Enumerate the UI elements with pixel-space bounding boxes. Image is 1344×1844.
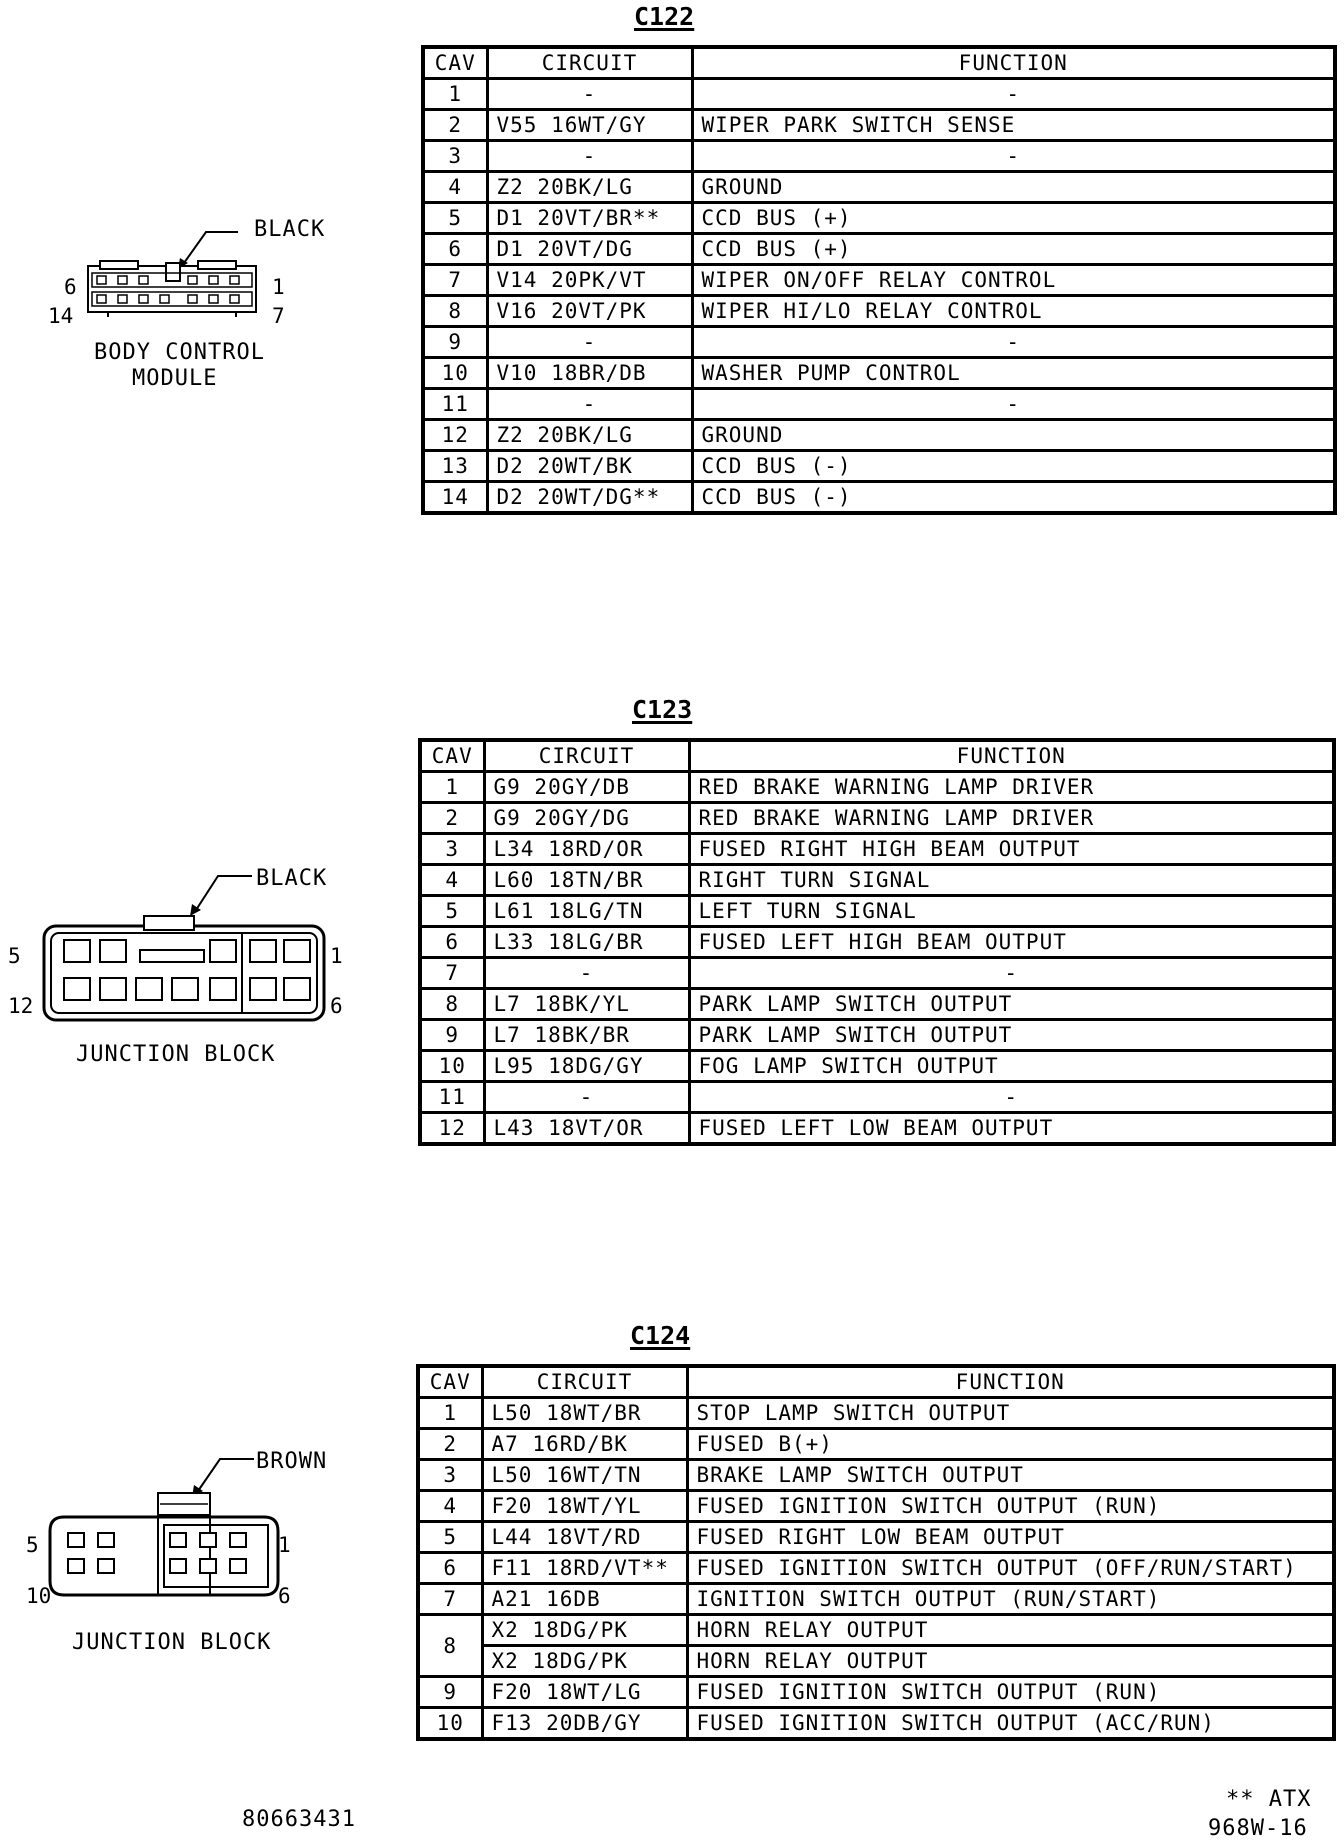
function-cell: LEFT TURN SIGNAL <box>689 896 1334 927</box>
cav-cell: 11 <box>420 1082 484 1113</box>
header-cav: CAV <box>420 740 484 772</box>
function-cell: HORN RELAY OUTPUT <box>687 1615 1334 1646</box>
table-row <box>423 203 1335 234</box>
pin-number-bottom-left: 14 <box>48 304 74 328</box>
circuit-cell: L33 18LG/BR <box>484 927 689 958</box>
circuit-cell: A21 16DB <box>482 1584 687 1615</box>
circuit-cell: - <box>484 1082 689 1113</box>
table-row <box>423 482 1335 514</box>
function-cell: FUSED IGNITION SWITCH OUTPUT (OFF/RUN/START) <box>687 1553 1334 1584</box>
function-cell: GROUND <box>692 420 1335 451</box>
table-header-row <box>420 740 1334 772</box>
function-cell: WASHER PUMP CONTROL <box>692 358 1335 389</box>
header-cav: CAV <box>423 47 487 79</box>
cav-cell: 2 <box>423 110 487 141</box>
function-cell: FUSED IGNITION SWITCH OUTPUT (ACC/RUN) <box>687 1708 1334 1740</box>
function-cell: CCD BUS (+) <box>692 203 1335 234</box>
circuit-cell: D2 20WT/BK <box>487 451 692 482</box>
cav-cell: 7 <box>418 1584 482 1615</box>
cav-cell: 10 <box>420 1051 484 1082</box>
cav-cell: 6 <box>423 234 487 265</box>
table-row <box>418 1522 1334 1553</box>
cav-cell: 5 <box>418 1522 482 1553</box>
header-circuit: CIRCUIT <box>487 47 692 79</box>
table-row <box>423 79 1335 110</box>
pin-number-top-right: 1 <box>272 275 285 299</box>
function-cell: STOP LAMP SWITCH OUTPUT <box>687 1398 1334 1429</box>
cav-cell: 9 <box>423 327 487 358</box>
table-row <box>418 1491 1334 1522</box>
cav-cell: 6 <box>418 1553 482 1584</box>
function-cell: FUSED IGNITION SWITCH OUTPUT (RUN) <box>687 1677 1334 1708</box>
pinout-table <box>418 738 1336 1146</box>
table-row <box>418 1398 1334 1429</box>
circuit-cell: L60 18TN/BR <box>484 865 689 896</box>
cav-cell: 3 <box>423 141 487 172</box>
function-cell: - <box>692 141 1335 172</box>
function-cell: FOG LAMP SWITCH OUTPUT <box>689 1051 1334 1082</box>
component-label: JUNCTION BLOCK <box>76 1042 276 1067</box>
function-cell: RED BRAKE WARNING LAMP DRIVER <box>689 772 1334 803</box>
circuit-cell: G9 20GY/DB <box>484 772 689 803</box>
circuit-cell: V10 18BR/DB <box>487 358 692 389</box>
cav-cell: 7 <box>423 265 487 296</box>
connector-title: C123 <box>632 695 693 724</box>
table-row <box>418 1553 1334 1584</box>
table-row <box>418 1708 1334 1740</box>
circuit-cell: L95 18DG/GY <box>484 1051 689 1082</box>
circuit-cell: - <box>487 389 692 420</box>
table-row <box>418 1460 1334 1491</box>
cav-cell: 8 <box>418 1615 482 1677</box>
table-row <box>423 296 1335 327</box>
table-row <box>420 772 1334 803</box>
circuit-cell: F20 18WT/LG <box>482 1677 687 1708</box>
circuit-cell: Z2 20BK/LG <box>487 172 692 203</box>
pinout-table <box>421 45 1337 515</box>
table-row <box>420 1051 1334 1082</box>
pin-number-top-right: 1 <box>278 1533 291 1557</box>
connector-title: C124 <box>630 1321 691 1350</box>
table-row <box>423 451 1335 482</box>
table-row <box>423 234 1335 265</box>
pin-number-bottom-right: 6 <box>278 1584 291 1608</box>
table-row <box>420 834 1334 865</box>
function-cell: - <box>692 327 1335 358</box>
cav-cell: 5 <box>423 203 487 234</box>
component-label: BODY CONTROL <box>94 340 265 365</box>
table-row <box>423 172 1335 203</box>
circuit-cell: F11 18RD/VT** <box>482 1553 687 1584</box>
cav-cell: 10 <box>423 358 487 389</box>
function-cell: FUSED RIGHT HIGH BEAM OUTPUT <box>689 834 1334 865</box>
cav-cell: 13 <box>423 451 487 482</box>
table-row <box>418 1646 1334 1677</box>
circuit-cell: V16 20VT/PK <box>487 296 692 327</box>
cav-cell: 4 <box>420 865 484 896</box>
component-label-line-2: MODULE <box>132 366 218 391</box>
header-function: FUNCTION <box>687 1366 1334 1398</box>
table-row <box>420 865 1334 896</box>
color-label: BLACK <box>254 217 326 242</box>
circuit-cell: L61 18LG/TN <box>484 896 689 927</box>
circuit-cell: - <box>487 141 692 172</box>
function-cell: BRAKE LAMP SWITCH OUTPUT <box>687 1460 1334 1491</box>
header-cav: CAV <box>418 1366 482 1398</box>
color-label: BLACK <box>256 866 328 891</box>
cav-cell: 12 <box>423 420 487 451</box>
function-cell: FUSED IGNITION SWITCH OUTPUT (RUN) <box>687 1491 1334 1522</box>
header-circuit: CIRCUIT <box>482 1366 687 1398</box>
connector-title: C122 <box>634 2 695 31</box>
table-header-row <box>423 47 1335 79</box>
function-cell: - <box>692 389 1335 420</box>
function-cell: CCD BUS (-) <box>692 482 1335 514</box>
cav-cell: 9 <box>420 1020 484 1051</box>
function-cell: - <box>689 958 1334 989</box>
cav-cell: 11 <box>423 389 487 420</box>
pin-number-top-left: 5 <box>26 1533 39 1557</box>
function-cell: RIGHT TURN SIGNAL <box>689 865 1334 896</box>
junction-block-connector-icon <box>56 1455 296 1609</box>
circuit-cell: V55 16WT/GY <box>487 110 692 141</box>
circuit-cell: F13 20DB/GY <box>482 1708 687 1740</box>
table-row <box>420 1113 1334 1145</box>
function-cell: - <box>689 1082 1334 1113</box>
footnote: ** ATX <box>1226 1787 1312 1812</box>
cav-cell: 9 <box>418 1677 482 1708</box>
function-cell: WIPER HI/LO RELAY CONTROL <box>692 296 1335 327</box>
color-label: BROWN <box>256 1449 328 1474</box>
junction-block-connector-icon <box>44 872 344 1026</box>
component-label: JUNCTION BLOCK <box>72 1630 272 1655</box>
function-cell: CCD BUS (+) <box>692 234 1335 265</box>
part-number: 80663431 <box>242 1807 356 1832</box>
table-row <box>423 265 1335 296</box>
pin-number-top-left: 6 <box>64 275 77 299</box>
function-cell: WIPER ON/OFF RELAY CONTROL <box>692 265 1335 296</box>
function-cell: HORN RELAY OUTPUT <box>687 1646 1334 1677</box>
function-cell: PARK LAMP SWITCH OUTPUT <box>689 1020 1334 1051</box>
function-cell: RED BRAKE WARNING LAMP DRIVER <box>689 803 1334 834</box>
table-row <box>423 141 1335 172</box>
table-row <box>423 358 1335 389</box>
cav-cell: 14 <box>423 482 487 514</box>
function-cell: FUSED LEFT LOW BEAM OUTPUT <box>689 1113 1334 1145</box>
cav-cell: 6 <box>420 927 484 958</box>
table-row <box>420 1020 1334 1051</box>
function-cell: FUSED RIGHT LOW BEAM OUTPUT <box>687 1522 1334 1553</box>
function-cell: FUSED LEFT HIGH BEAM OUTPUT <box>689 927 1334 958</box>
cav-cell: 10 <box>418 1708 482 1740</box>
circuit-cell: V14 20PK/VT <box>487 265 692 296</box>
circuit-cell: G9 20GY/DG <box>484 803 689 834</box>
circuit-cell: - <box>487 79 692 110</box>
cav-cell: 5 <box>420 896 484 927</box>
table-row <box>420 803 1334 834</box>
function-cell: GROUND <box>692 172 1335 203</box>
circuit-cell: L43 18VT/OR <box>484 1113 689 1145</box>
cav-cell: 7 <box>420 958 484 989</box>
table-row <box>418 1677 1334 1708</box>
circuit-cell: X2 18DG/PK <box>482 1615 687 1646</box>
circuit-cell: L34 18RD/OR <box>484 834 689 865</box>
cav-cell: 2 <box>418 1429 482 1460</box>
pin-number-bottom-left: 10 <box>26 1584 52 1608</box>
function-cell: WIPER PARK SWITCH SENSE <box>692 110 1335 141</box>
table-row <box>420 989 1334 1020</box>
cav-cell: 4 <box>423 172 487 203</box>
table-row <box>423 420 1335 451</box>
circuit-cell: F20 18WT/YL <box>482 1491 687 1522</box>
table-row <box>420 1082 1334 1113</box>
table-row <box>423 389 1335 420</box>
cav-cell: 1 <box>420 772 484 803</box>
function-cell: CCD BUS (-) <box>692 451 1335 482</box>
figure-id: 968W-16 <box>1208 1816 1308 1841</box>
circuit-cell: L50 18WT/BR <box>482 1398 687 1429</box>
circuit-cell: - <box>487 327 692 358</box>
table-row <box>418 1584 1334 1615</box>
cav-cell: 3 <box>420 834 484 865</box>
header-circuit: CIRCUIT <box>484 740 689 772</box>
table-row <box>423 327 1335 358</box>
pin-number-top-left: 5 <box>8 944 21 968</box>
table-header-row <box>418 1366 1334 1398</box>
cav-cell: 2 <box>420 803 484 834</box>
circuit-cell: A7 16RD/BK <box>482 1429 687 1460</box>
cav-cell: 1 <box>418 1398 482 1429</box>
pin-number-bottom-left: 12 <box>8 994 34 1018</box>
circuit-cell: Z2 20BK/LG <box>487 420 692 451</box>
pin-number-bottom-right: 6 <box>330 994 343 1018</box>
circuit-cell: L7 18BK/YL <box>484 989 689 1020</box>
table-row <box>420 958 1334 989</box>
circuit-cell: L44 18VT/RD <box>482 1522 687 1553</box>
circuit-cell: D1 20VT/DG <box>487 234 692 265</box>
function-cell: PARK LAMP SWITCH OUTPUT <box>689 989 1334 1020</box>
table-row <box>418 1429 1334 1460</box>
header-function: FUNCTION <box>692 47 1335 79</box>
function-cell: - <box>692 79 1335 110</box>
pin-number-top-right: 1 <box>330 944 343 968</box>
circuit-cell: - <box>484 958 689 989</box>
cav-cell: 1 <box>423 79 487 110</box>
circuit-cell: D2 20WT/DG** <box>487 482 692 514</box>
circuit-cell: L50 16WT/TN <box>482 1460 687 1491</box>
cav-cell: 4 <box>418 1491 482 1522</box>
cav-cell: 8 <box>420 989 484 1020</box>
header-function: FUNCTION <box>689 740 1334 772</box>
pin-number-bottom-right: 7 <box>272 304 285 328</box>
body-control-module-connector-icon <box>88 225 268 329</box>
table-row <box>423 110 1335 141</box>
circuit-cell: L7 18BK/BR <box>484 1020 689 1051</box>
cav-cell: 8 <box>423 296 487 327</box>
cav-cell: 3 <box>418 1460 482 1491</box>
table-row <box>418 1615 1334 1646</box>
circuit-cell: X2 18DG/PK <box>482 1646 687 1677</box>
cav-cell: 12 <box>420 1113 484 1145</box>
circuit-cell: D1 20VT/BR** <box>487 203 692 234</box>
table-row <box>420 927 1334 958</box>
function-cell: FUSED B(+) <box>687 1429 1334 1460</box>
table-row <box>420 896 1334 927</box>
pinout-table <box>416 1364 1336 1741</box>
function-cell: IGNITION SWITCH OUTPUT (RUN/START) <box>687 1584 1334 1615</box>
